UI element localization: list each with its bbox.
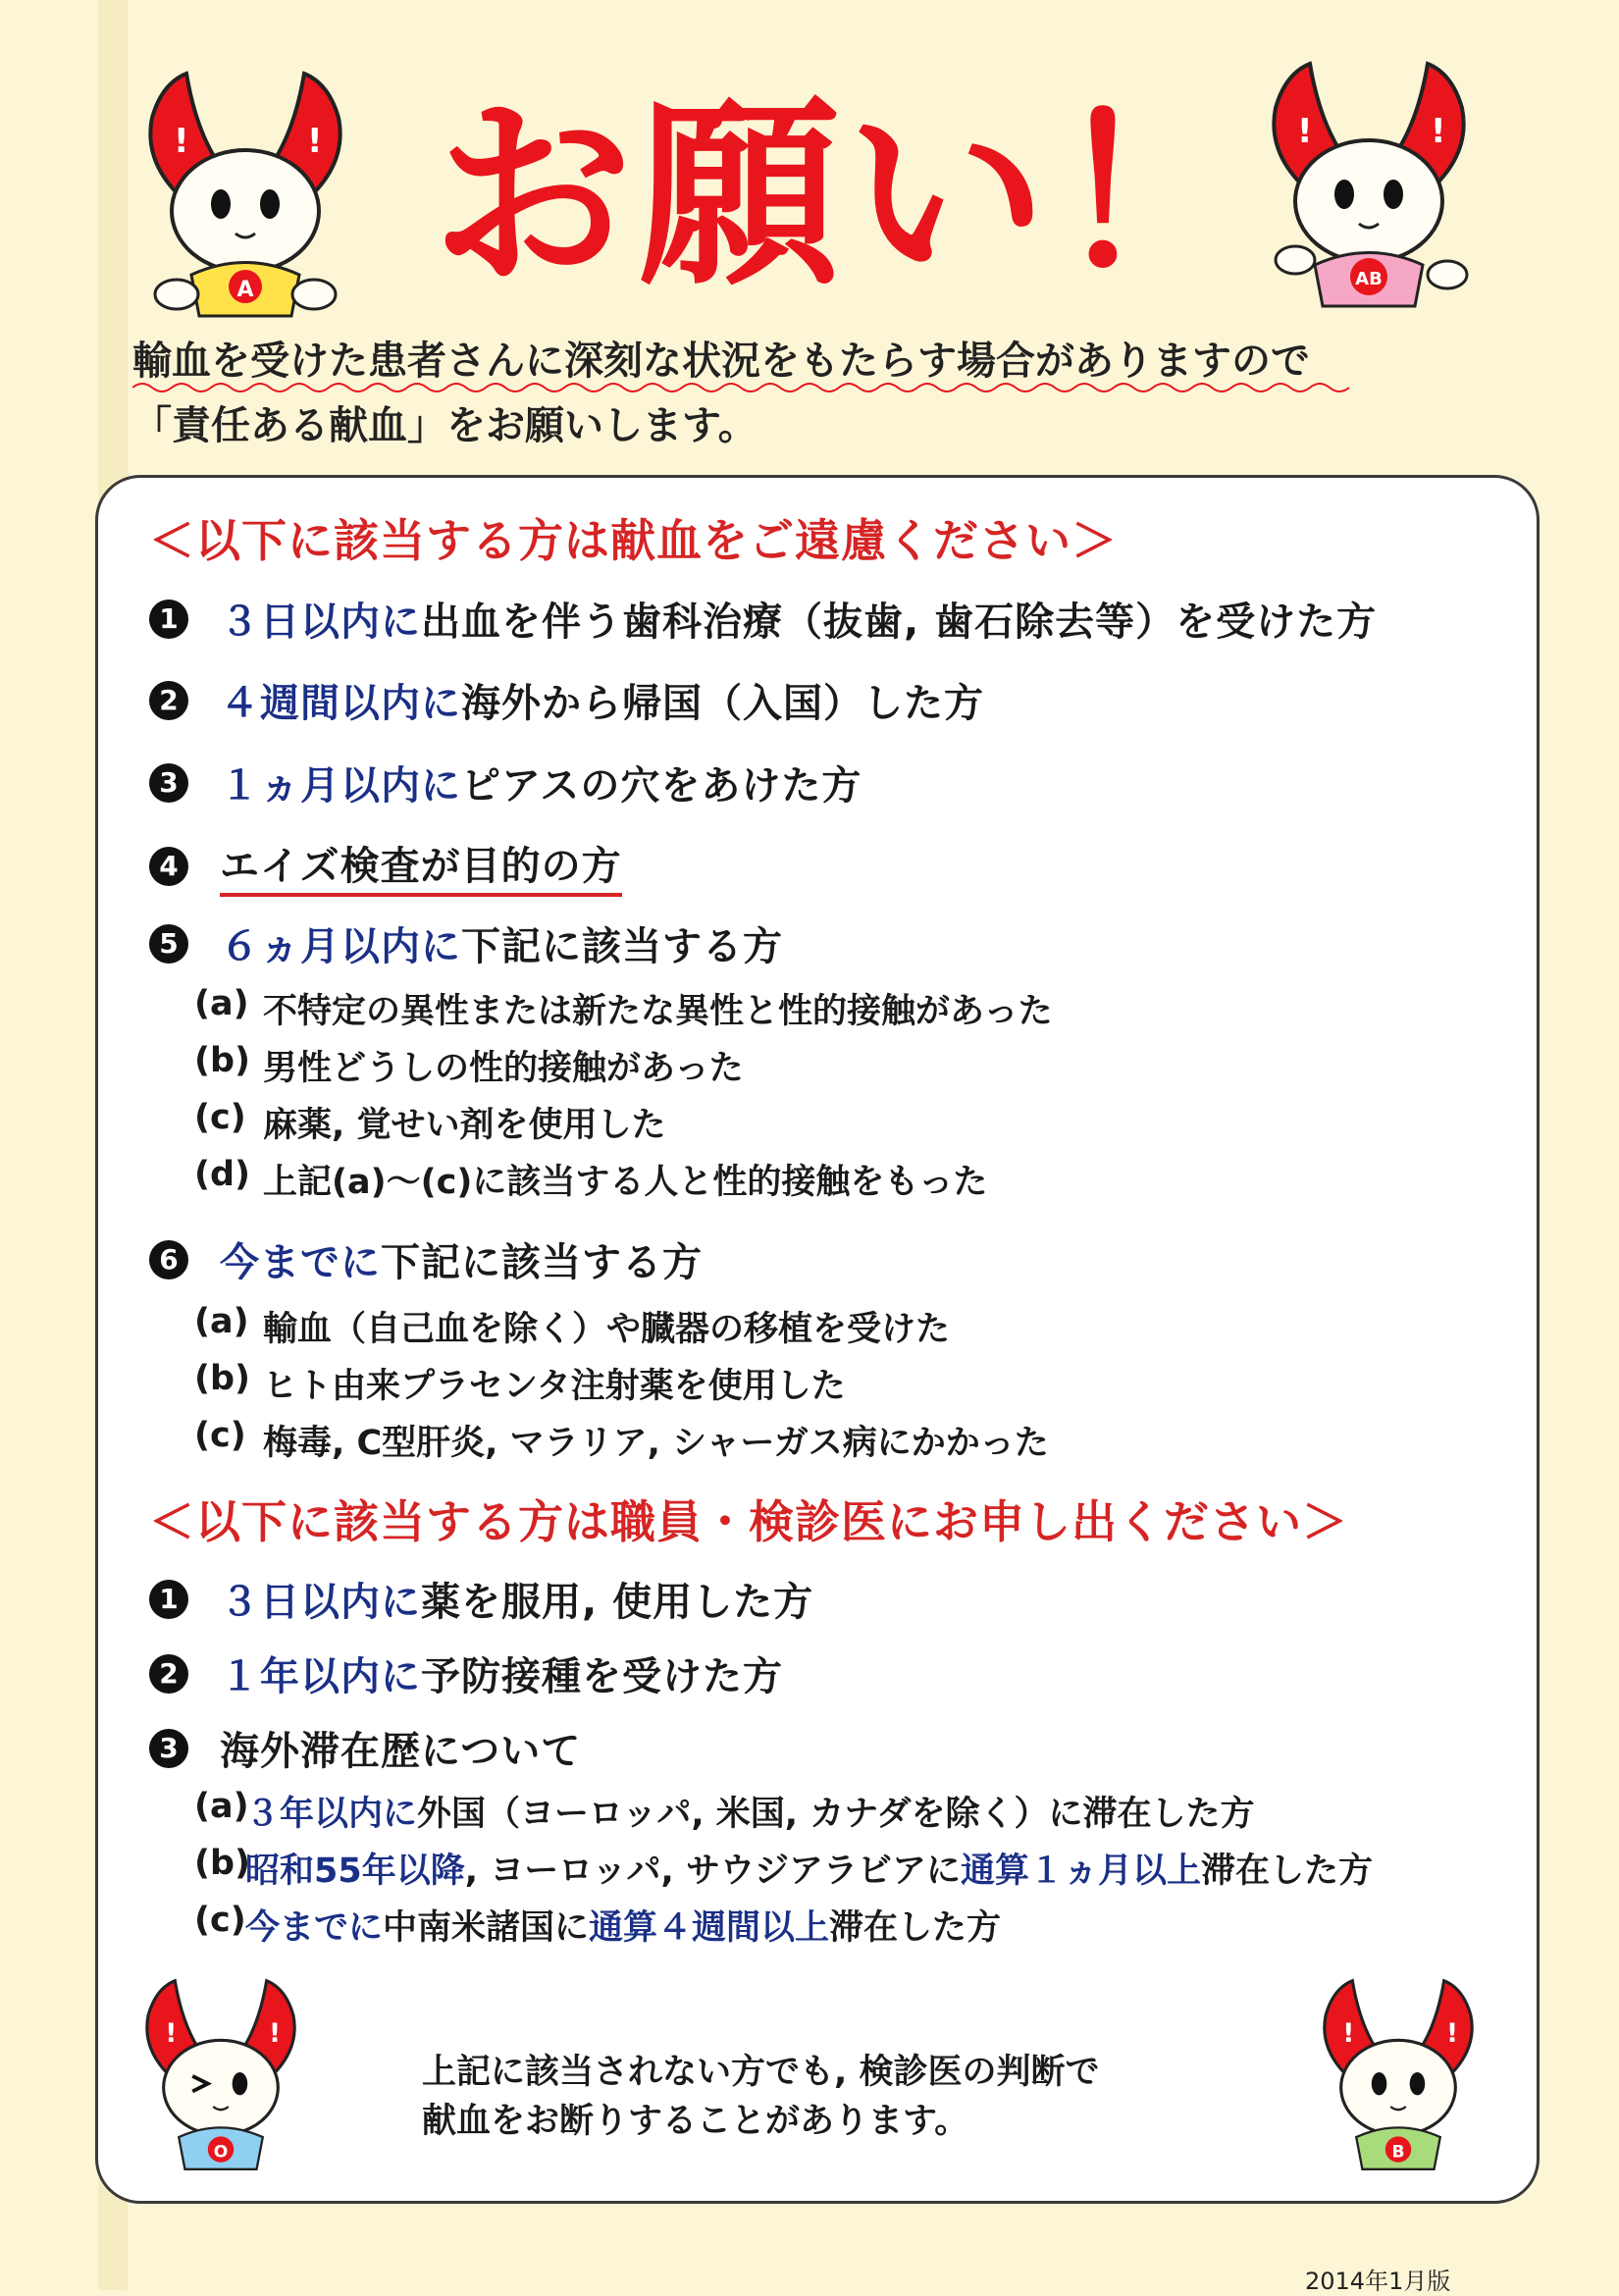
s1-item-5-sub-a: (a) 不特定の異性または新たな異性と性的接触があった bbox=[194, 984, 1053, 1031]
svg-text:!: ! bbox=[1297, 112, 1313, 151]
intro-line-2: 「責任ある献血」をお願いします。 bbox=[132, 403, 757, 448]
svg-text:!: ! bbox=[1431, 112, 1446, 151]
s1-item-5-sub-b: (b) 男性どうしの性的接触があった bbox=[194, 1041, 744, 1088]
item-text: ピアスの穴をあけた方 bbox=[461, 763, 862, 809]
mascot-badge-a: A bbox=[236, 278, 254, 302]
item-text: 海外から帰国（入国）した方 bbox=[461, 681, 984, 726]
footer-note bbox=[422, 2048, 1168, 2146]
svg-text:!: ! bbox=[307, 122, 323, 161]
intro bbox=[132, 329, 1506, 458]
svg-text:!: ! bbox=[165, 2017, 178, 2049]
s1-item-5-sub-d: (d) 上記(a)～(c)に該当する人と性的接触をもった bbox=[194, 1155, 988, 1202]
mascot-bottom-right bbox=[1300, 1969, 1496, 2175]
item-text: 下記に該当する方 bbox=[461, 924, 783, 969]
svg-text:!: ! bbox=[269, 2017, 282, 2049]
mascot-top-right bbox=[1246, 49, 1491, 314]
svg-text:!: ! bbox=[1446, 2017, 1459, 2049]
s1-item-6-sub-a: (a) 輸血（自己血を除く）や臓器の移植を受けた bbox=[194, 1302, 951, 1349]
item-text: 下記に該当する方 bbox=[381, 1240, 703, 1285]
mascot-badge-o: O bbox=[213, 2142, 229, 2163]
s1-item-1 bbox=[149, 591, 1377, 647]
number-badge: 4 bbox=[149, 847, 188, 886]
item-text: エイズ検査が目的の方 bbox=[220, 835, 622, 897]
item-period: ４週間以内に bbox=[220, 681, 461, 726]
s1-item-6 bbox=[149, 1231, 703, 1287]
item-period: １ヵ月以内に bbox=[220, 763, 461, 809]
svg-text:!: ! bbox=[174, 122, 189, 161]
s1-item-5-sub-c: (c) 麻薬, 覚せい剤を使用した bbox=[194, 1098, 666, 1145]
footer-note-line-1: 上記に該当されない方でも, 検診医の判断で bbox=[422, 2053, 1100, 2092]
s2-item-3-sub-b: (b) 昭和55年以降 , ヨーロッパ, サウジアラビアに 通算１ヵ月以上 滞在した方 bbox=[194, 1844, 1374, 1891]
number-badge: 3 bbox=[149, 763, 188, 803]
s2-item-3 bbox=[149, 1720, 581, 1776]
s2-item-2 bbox=[149, 1645, 783, 1701]
s2-item-3-sub-a: (a) ３年以内に 外国（ヨーロッパ, 米国, カナダを除く）に滞在した方 bbox=[194, 1787, 1255, 1834]
item-period: １年以内に bbox=[220, 1654, 421, 1699]
s1-item-6-sub-c: (c) 梅毒, C型肝炎, マラリア, シャーガス病にかかった bbox=[194, 1416, 1049, 1463]
s1-item-4 bbox=[149, 835, 622, 897]
s1-item-3 bbox=[149, 755, 862, 810]
item-period: ６ヵ月以内に bbox=[220, 924, 461, 969]
number-badge: 2 bbox=[149, 1654, 188, 1694]
number-badge: 5 bbox=[149, 924, 188, 964]
item-period: ３日以内に bbox=[220, 1580, 421, 1625]
mascot-badge-ab: AB bbox=[1355, 269, 1383, 289]
mascot-badge-b: B bbox=[1391, 2142, 1405, 2163]
number-badge: 1 bbox=[149, 1580, 188, 1619]
wavy-underline bbox=[132, 380, 1369, 395]
item-text: 海外滞在歴について bbox=[220, 1729, 582, 1774]
number-badge: 1 bbox=[149, 600, 188, 639]
edition-label: 2014年1月版 bbox=[1305, 2268, 1451, 2295]
s2-item-1 bbox=[149, 1571, 813, 1627]
mascot-bottom-left bbox=[123, 1969, 319, 2175]
number-badge: 6 bbox=[149, 1240, 188, 1279]
item-period: ３日以内に bbox=[220, 600, 421, 645]
content-card bbox=[95, 475, 1540, 2204]
item-text: 薬を服用, 使用した方 bbox=[421, 1580, 814, 1625]
item-text: 出血を伴う歯科治療（抜歯, 歯石除去等）を受けた方 bbox=[421, 600, 1378, 645]
svg-text:!: ! bbox=[1342, 2017, 1355, 2049]
s1-item-6-sub-b: (b) ヒト由来プラセンタ注射薬を使用した bbox=[194, 1359, 846, 1406]
s1-item-5 bbox=[149, 915, 783, 971]
footer-note-line-2: 献血をお断りすることがあります。 bbox=[422, 2102, 969, 2141]
item-text: 予防接種を受けた方 bbox=[421, 1654, 783, 1699]
intro-line-1: 輸血を受けた患者さんに深刻な状況をもたらす場合がありますので bbox=[132, 339, 1310, 384]
item-period: 今までに bbox=[220, 1240, 381, 1285]
number-badge: 2 bbox=[149, 681, 188, 720]
number-badge: 3 bbox=[149, 1729, 188, 1768]
section2-heading: ＜以下に該当する方は職員・検診医にお申し出ください＞ bbox=[149, 1495, 1348, 1548]
page-title: お願い！ bbox=[432, 79, 1260, 313]
s1-item-2 bbox=[149, 672, 984, 728]
s2-item-3-sub-c: (c) 今までに 中南米諸国に 通算４週間以上 滞在した方 bbox=[194, 1901, 1002, 1948]
section1-heading: ＜以下に該当する方は献血をご遠慮ください＞ bbox=[149, 514, 1118, 567]
mascot-top-left bbox=[123, 59, 368, 324]
